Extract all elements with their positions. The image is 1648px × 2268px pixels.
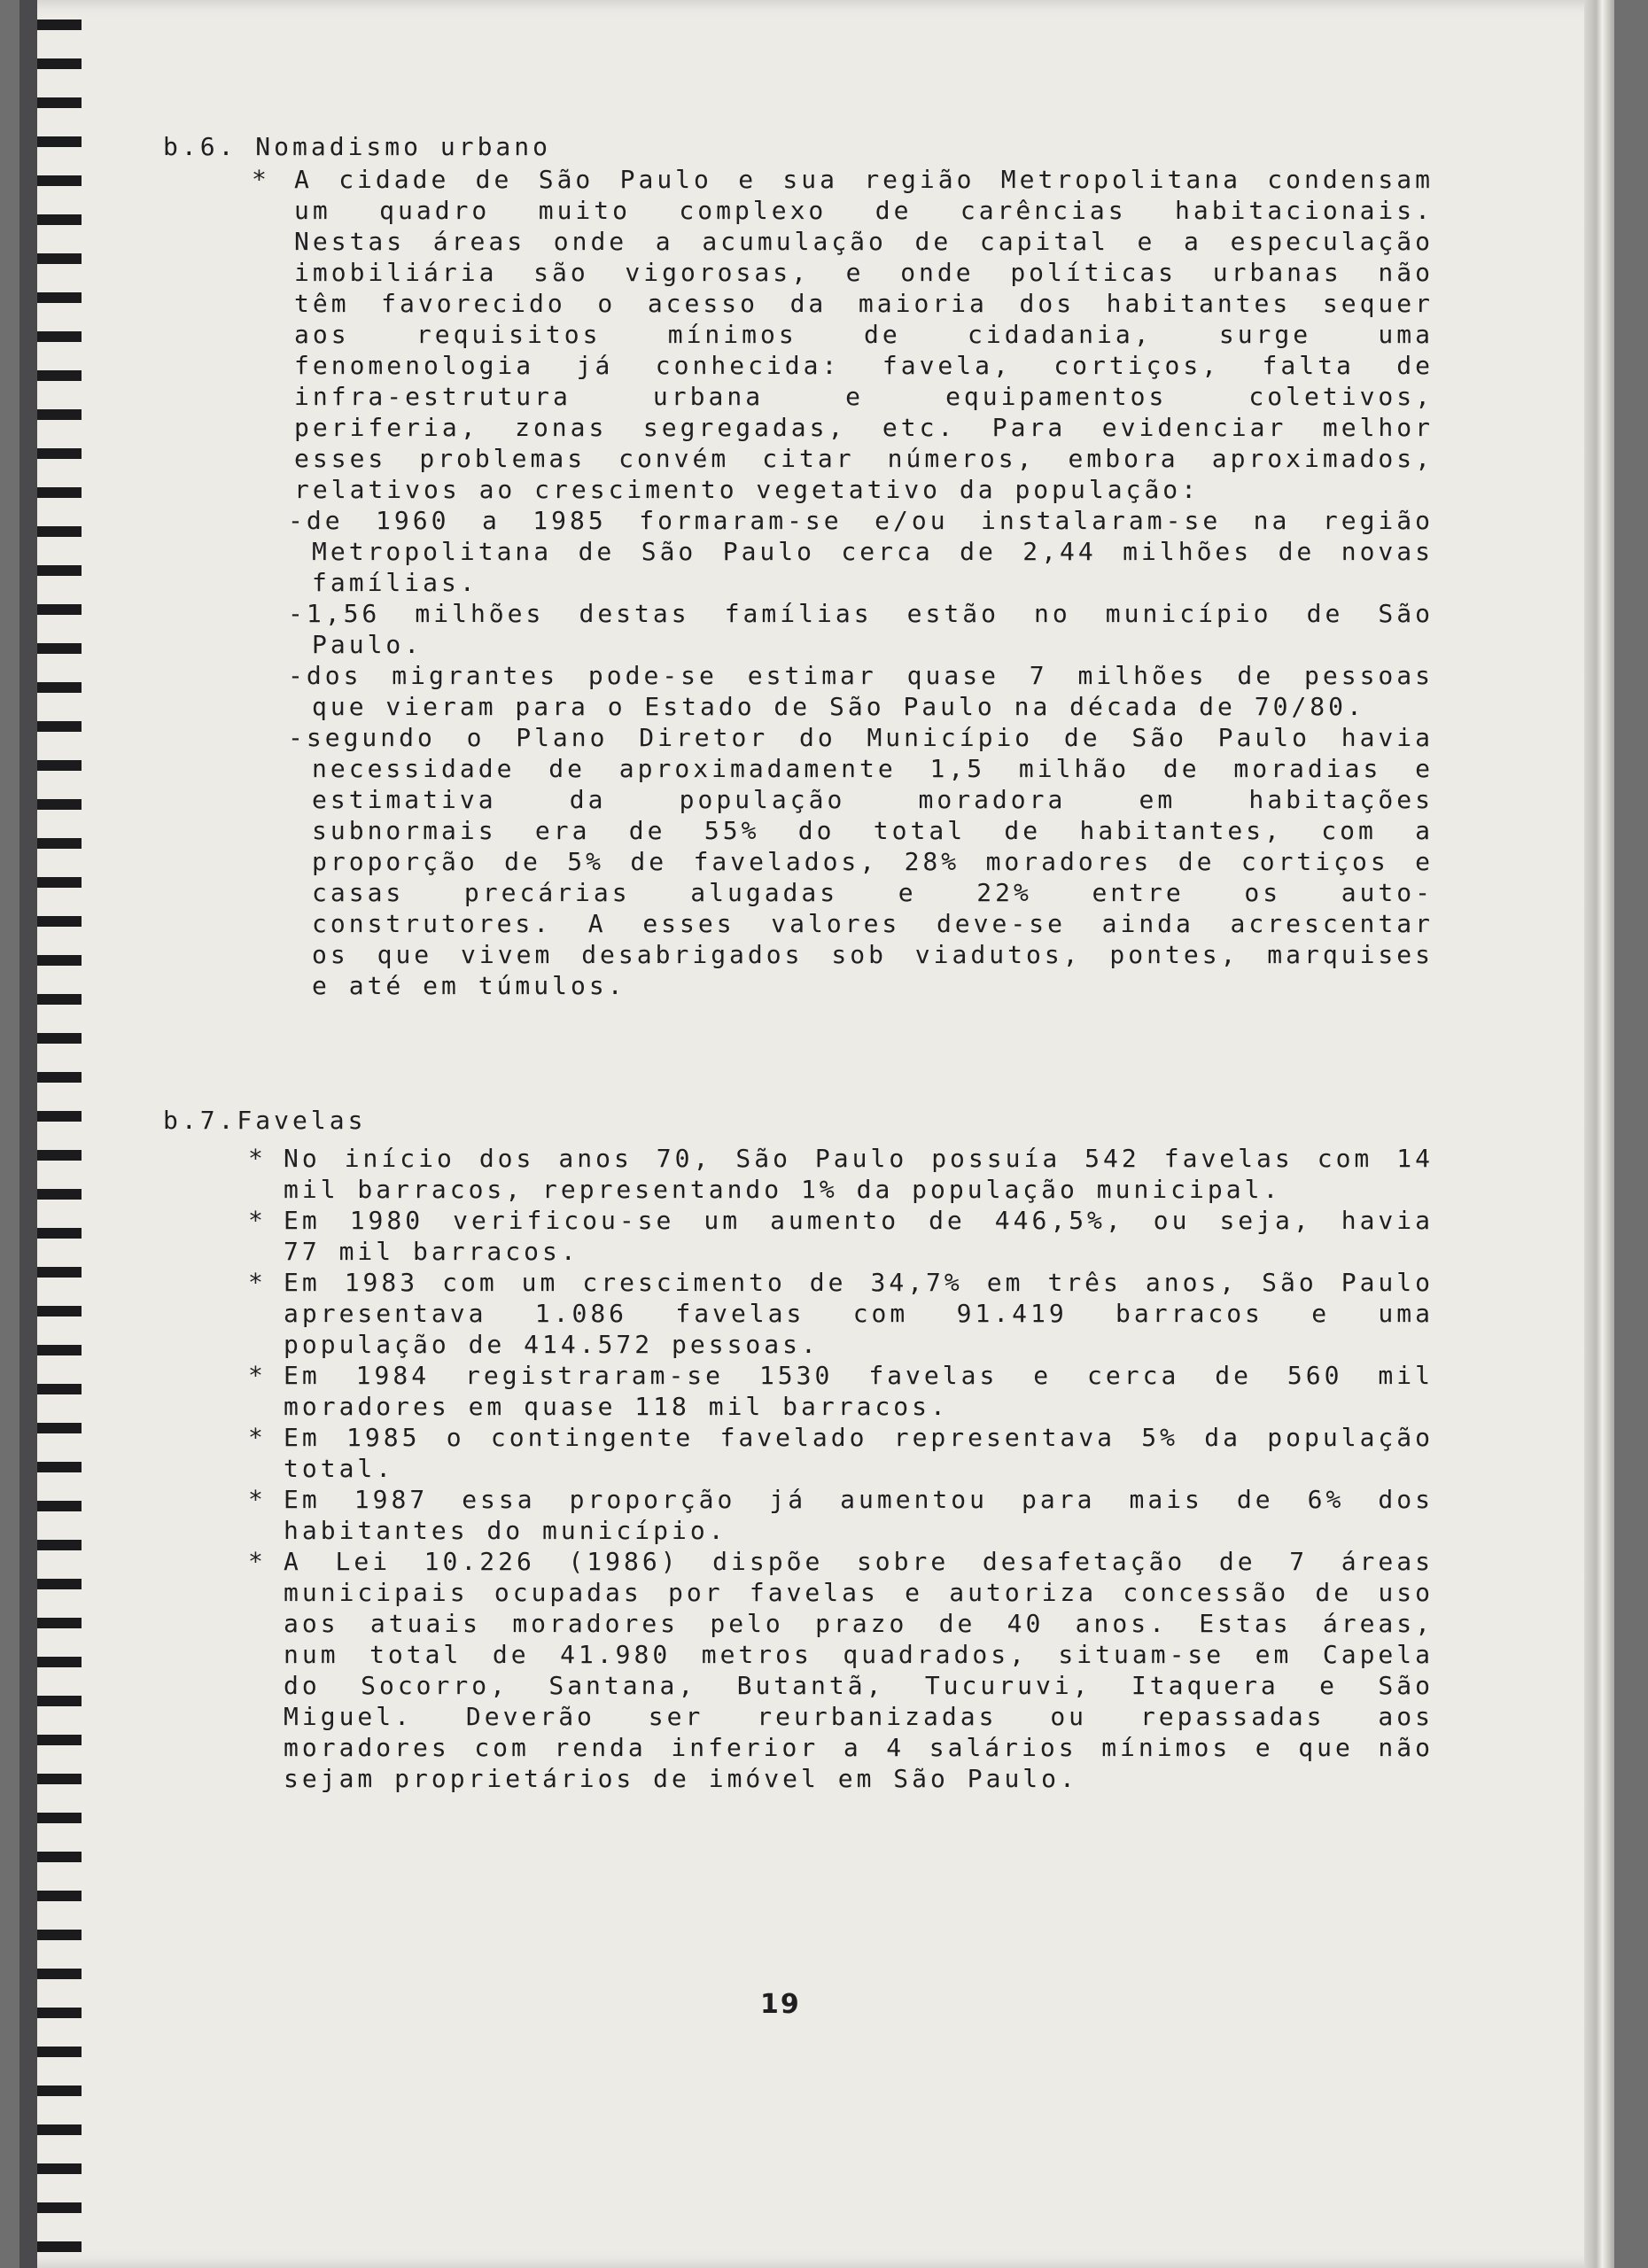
b6-paragraph-line: periferia, zonas segregadas, etc. Para evidenciar melhor (294, 413, 1434, 442)
b6-paragraph-line: um quadro muito complexo de carências habitacionais. (294, 196, 1434, 225)
typed-text (19, 0, 1614, 1793)
b7-item-line: No início dos anos 70, São Paulo possuía 542 favelas com 14 (284, 1144, 1434, 1173)
b6-paragraph-line: fenomenologia já conhecida: favela, cortiços, falta de (294, 351, 1434, 380)
b6-dash-item-line: que vieram para o Estado de São Paulo na década de 70/80. (312, 692, 1365, 721)
b6-paragraph-line: têm favorecido o acesso da maioria dos habitantes sequer (294, 289, 1434, 318)
document-page (19, 0, 1614, 2268)
b6-dash-item-line: estimativa da população moradora em habitações (312, 785, 1434, 814)
section-heading-b6: b.6. Nomadismo urbano (163, 132, 552, 161)
b7-item-line: Em 1985 o contingente favelado representava 5% da população (284, 1423, 1434, 1452)
b7-item-line: moradores em quase 118 mil barracos. (284, 1392, 949, 1421)
b6-dash-item-line: -dos migrantes pode-se estimar quase 7 milhões de pessoas (288, 661, 1434, 690)
bullet-marker: * (248, 1361, 267, 1390)
section-heading-b7: b.7.Favelas (163, 1106, 367, 1135)
b7-item-line: habitantes do município. (284, 1516, 727, 1545)
b6-paragraph-line: imobiliária são vigorosas, e onde políticas urbanas não (294, 258, 1434, 287)
b6-dash-item-line: Paulo. (312, 630, 424, 659)
bullet-marker: * (248, 1547, 267, 1576)
b6-dash-item-line: proporção de 5% de favelados, 28% moradores de cortiços e (312, 847, 1434, 876)
b7-item-line: 77 mil barracos. (284, 1237, 579, 1266)
b7-item-line: total. (284, 1454, 395, 1483)
b7-item-line: população de 414.572 pessoas. (284, 1330, 820, 1359)
b7-item-line: apresentava 1.086 favelas com 91.419 barracos e uma (284, 1299, 1434, 1328)
bullet-marker: * (248, 1144, 267, 1173)
bullet-marker: * (248, 1485, 267, 1514)
b7-item-line: moradores com renda inferior a 4 salários mínimos e que não (284, 1733, 1434, 1762)
b6-dash-item-line: os que vivem desabrigados sob viadutos, pontes, marquises (312, 940, 1434, 969)
b7-item-line: A Lei 10.226 (1986) dispõe sobre desafetação de 7 áreas (284, 1547, 1434, 1576)
b6-paragraph-line: A cidade de São Paulo e sua região Metropolitana condensam (294, 165, 1434, 194)
bullet-marker: * (252, 165, 270, 194)
b7-item-line: Em 1987 essa proporção já aumentou para mais de 6% dos (284, 1485, 1434, 1514)
b7-item-line: Em 1984 registraram-se 1530 favelas e cerca de 560 mil (284, 1361, 1434, 1390)
b7-item-line: mil barracos, representando 1% da população municipal. (284, 1175, 1282, 1204)
b7-item-line: aos atuais moradores pelo prazo de 40 anos. Estas áreas, (284, 1609, 1434, 1638)
b7-item-line: Em 1980 verificou-se um aumento de 446,5%, ou seja, havia (284, 1206, 1434, 1235)
bullet-marker: * (248, 1268, 267, 1297)
b7-item-line: num total de 41.980 metros quadrados, situam-se em Capela (284, 1640, 1434, 1669)
b7-item-line: sejam proprietários de imóvel em São Paulo. (284, 1764, 1078, 1793)
page-number: 19 (760, 1989, 801, 2020)
b6-paragraph-line: esses problemas convém citar números, embora aproximados, (294, 444, 1434, 473)
b6-dash-item-line: construtores. A esses valores deve-se ainda acrescentar (312, 909, 1434, 938)
b6-dash-item-line: e até em túmulos. (312, 971, 626, 1000)
b7-item-line: do Socorro, Santana, Butantã, Tucuruvi, Itaquera e São (284, 1671, 1434, 1700)
b6-dash-item-line: -1,56 milhões destas famílias estão no município de São (288, 599, 1434, 628)
b6-dash-item-line: -segundo o Plano Diretor do Município de São Paulo havia (288, 723, 1434, 752)
b6-dash-item-line: -de 1960 a 1985 formaram-se e/ou instalaram-se na região (288, 506, 1434, 535)
b6-paragraph-line: infra-estrutura urbana e equipamentos coletivos, (294, 382, 1434, 411)
b6-paragraph-line: aos requisitos mínimos de cidadania, surge uma (294, 320, 1434, 349)
b6-dash-item-line: casas precárias alugadas e 22% entre os auto- (312, 878, 1434, 907)
b6-dash-item-line: famílias. (312, 568, 478, 597)
bullet-marker: * (248, 1206, 267, 1235)
b7-item-line: Miguel. Deverão ser reurbanizadas ou repassadas aos (284, 1702, 1434, 1731)
b6-dash-item-line: subnormais era de 55% do total de habitantes, com a (312, 816, 1434, 845)
bullet-marker: * (248, 1423, 267, 1452)
b7-item-line: Em 1983 com um crescimento de 34,7% em três anos, São Paulo (284, 1268, 1434, 1297)
b6-paragraph-line: Nestas áreas onde a acumulação de capital e a especulação (294, 227, 1434, 256)
b7-item-line: municipais ocupadas por favelas e autoriza concessão de uso (284, 1578, 1434, 1607)
b6-dash-item-line: necessidade de aproximadamente 1,5 milhão de moradias e (312, 754, 1434, 783)
b6-dash-item-line: Metropolitana de São Paulo cerca de 2,44 milhões de novas (312, 537, 1434, 566)
b6-paragraph-line: relativos ao crescimento vegetativo da população: (294, 475, 1201, 504)
